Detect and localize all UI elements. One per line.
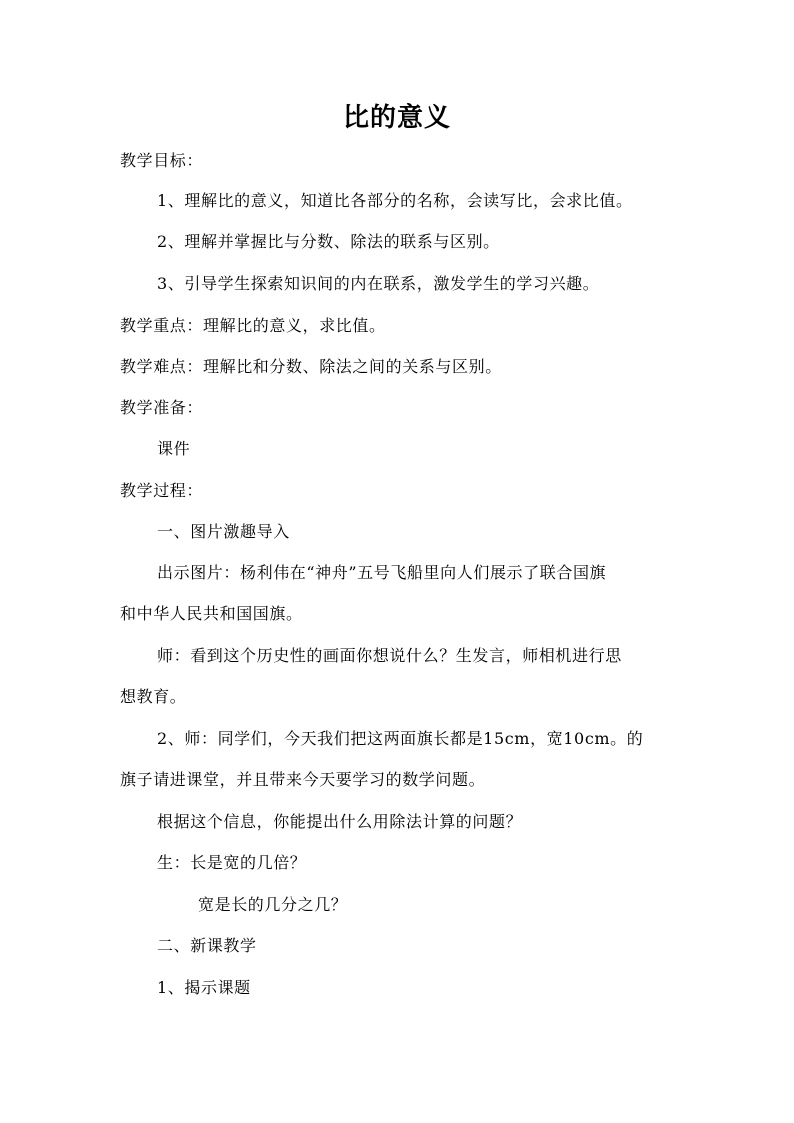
section-heading-process: 教学过程： <box>120 481 204 500</box>
paragraph-line: 宽是长的几分之几？ <box>198 895 348 914</box>
paragraph-line: 想教育。 <box>120 687 187 706</box>
process-step-heading: 一、图片激趣导入 <box>157 522 290 541</box>
objective-item-2: 2、理解并掌握比与分数、除法的联系与区别。 <box>157 232 500 251</box>
preparation-item: 课件 <box>157 439 191 458</box>
process-step-heading: 二、新课教学 <box>157 936 257 955</box>
document-title: 比的意义 <box>342 103 451 133</box>
paragraph-line: 师：看到这个历史性的画面你想说什么？生发言，师相机进行思 <box>157 646 622 665</box>
key-points-line: 教学重点：理解比的意义，求比值。 <box>120 316 386 335</box>
section-heading-preparation: 教学准备： <box>120 398 204 417</box>
objective-item-1: 1、理解比的意义，知道比各部分的名称，会读写比，会求比值。 <box>157 191 633 210</box>
paragraph-line: 和中华人民共和国国旗。 <box>120 604 303 623</box>
process-step-heading: 1、揭示课题 <box>157 978 251 997</box>
difficult-points-line: 教学难点：理解比和分数、除法之间的关系与区别。 <box>120 357 502 376</box>
section-heading-objectives: 教学目标： <box>120 151 204 170</box>
paragraph-line: 根据这个信息，你能提出什么用除法计算的问题？ <box>157 812 523 831</box>
objective-item-3: 3、引导学生探索知识间的内在联系，激发学生的学习兴趣。 <box>157 274 600 293</box>
paragraph-line: 出示图片：杨利伟在“神舟”五号飞船里向人们展示了联合国旗 <box>157 563 607 582</box>
paragraph-line: 2、师：同学们，今天我们把这两面旗长都是15cm，宽10cm。的 <box>157 729 644 748</box>
paragraph-line: 旗子请进课堂，并且带来今天要学习的数学问题。 <box>120 770 486 789</box>
paragraph-line: 生：长是宽的几倍？ <box>157 853 307 872</box>
